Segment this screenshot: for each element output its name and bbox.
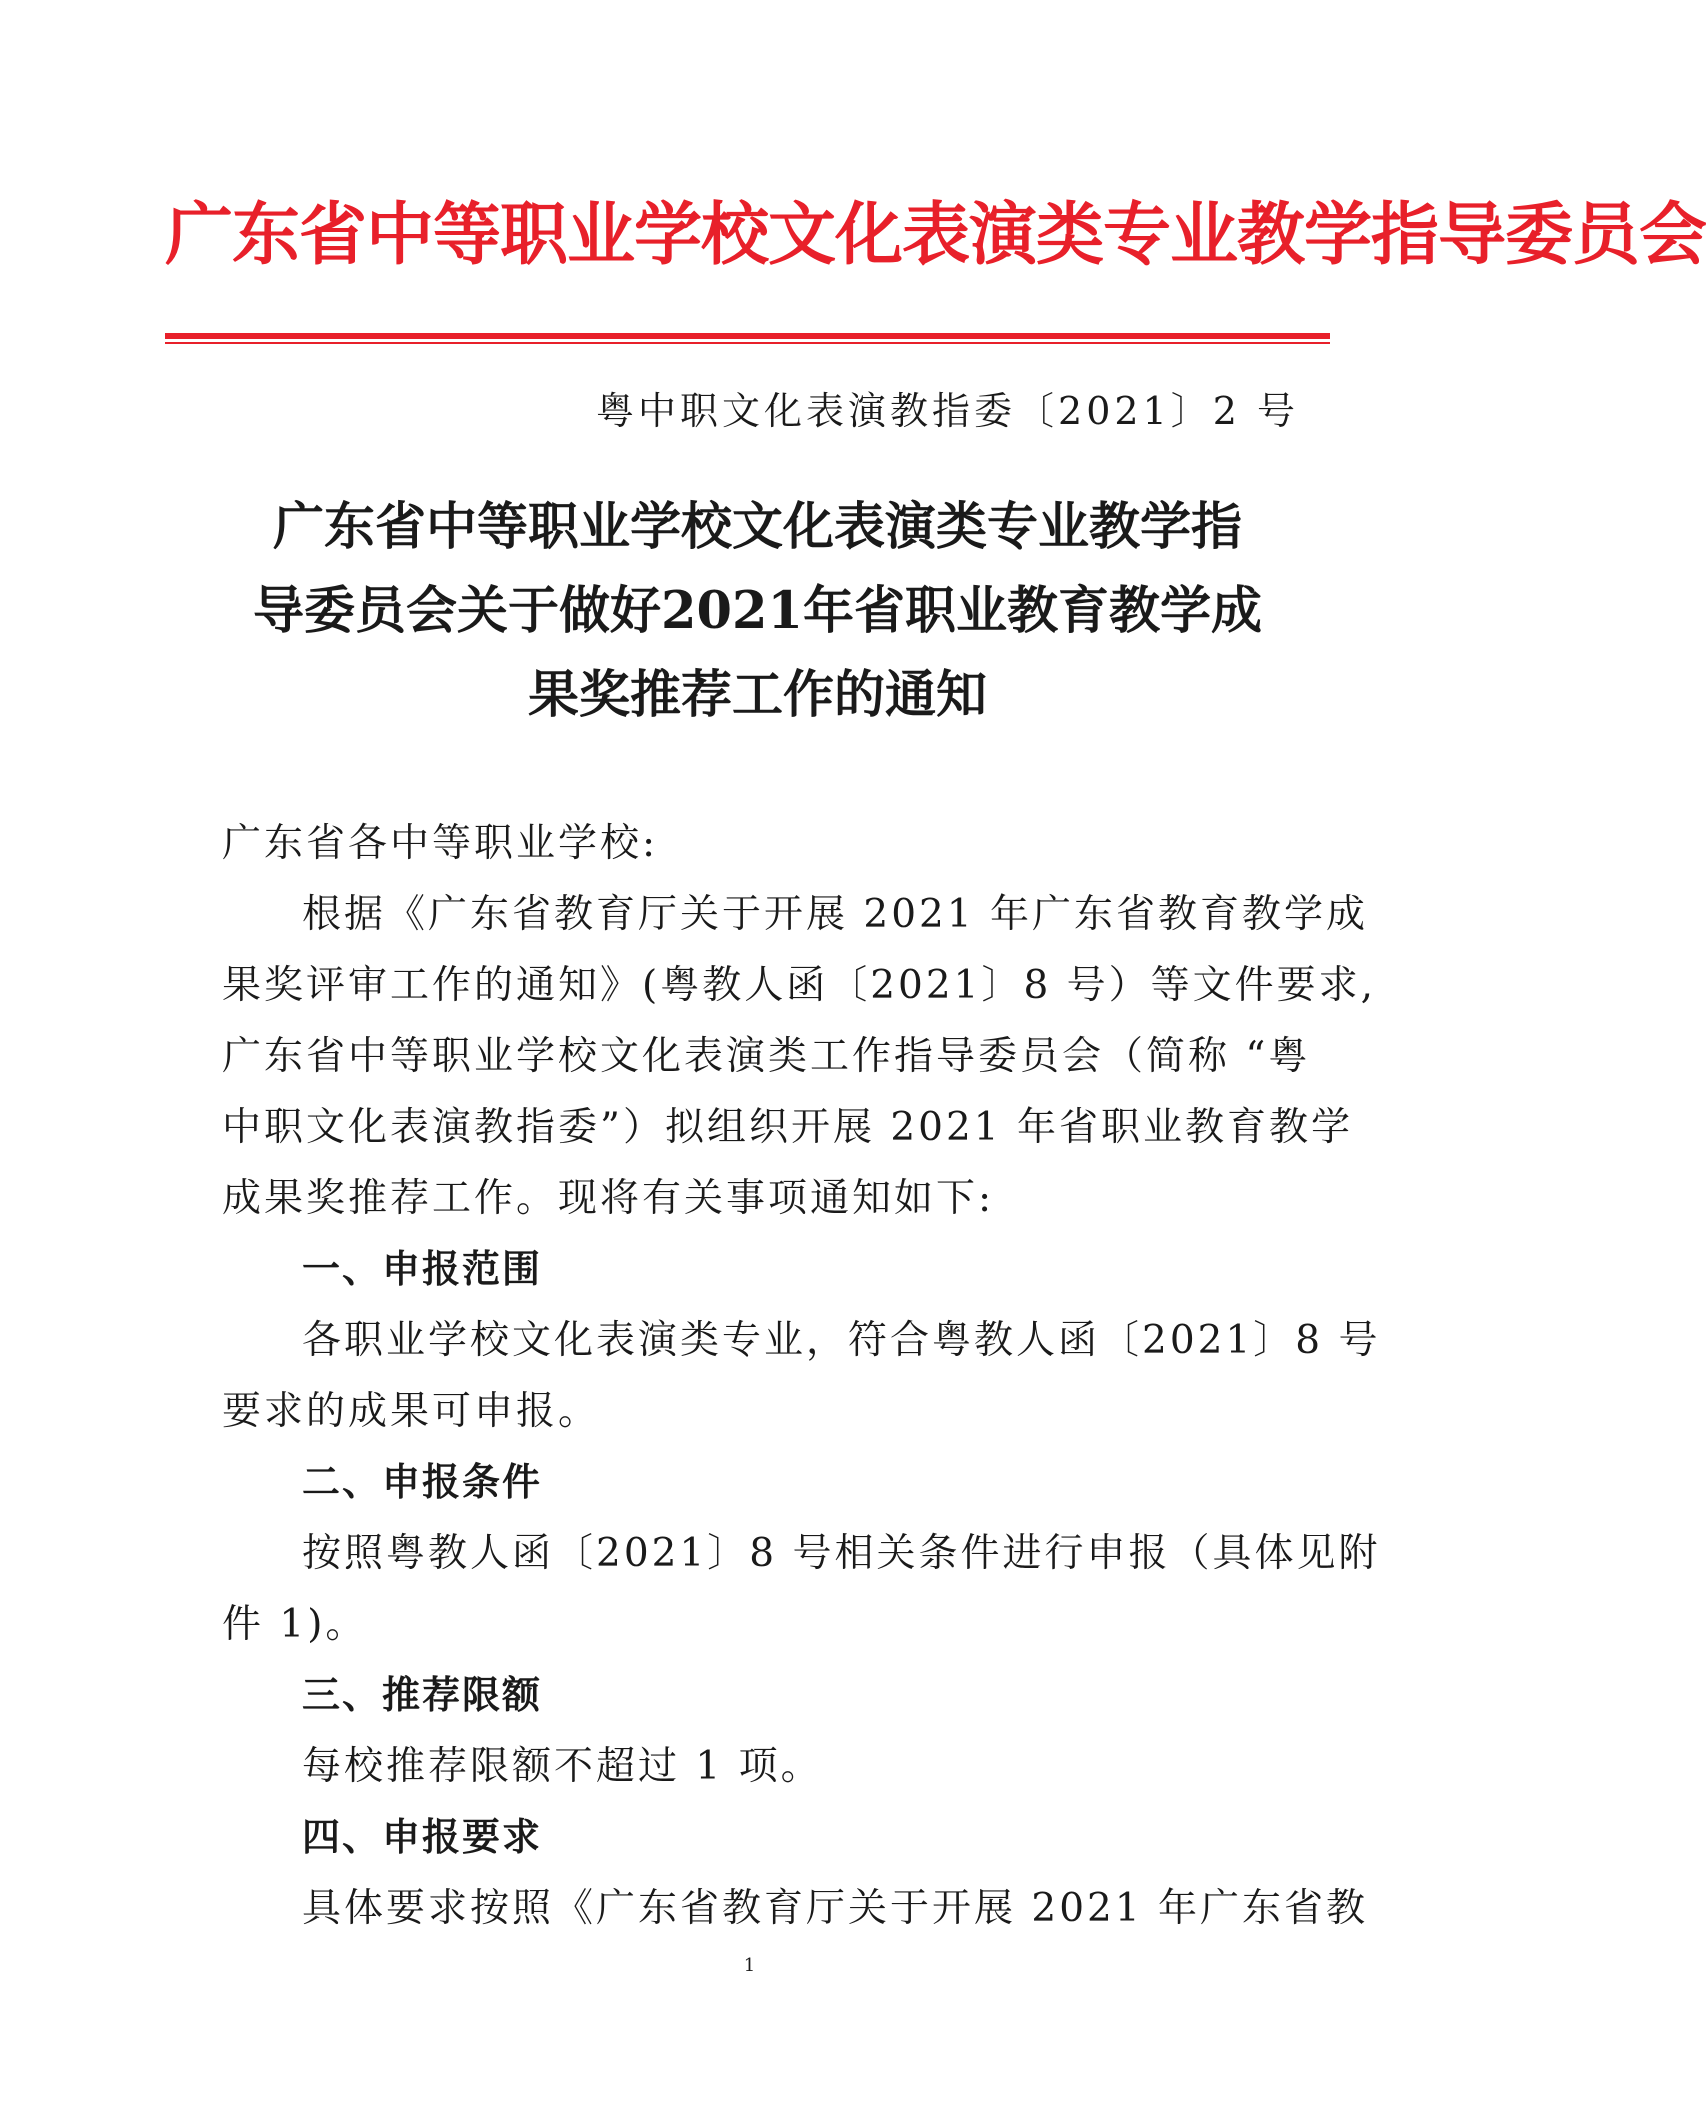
page-number: 1 xyxy=(743,1955,756,1976)
body-line: 中职文化表演教指委”）拟组织开展 2021 年省职业教育教学 xyxy=(222,1105,1353,1150)
red-divider-thin xyxy=(165,342,1330,344)
red-divider-thick xyxy=(165,333,1330,339)
body-line: 广东省中等职业学校文化表演类工作指导委员会（简称 “粤 xyxy=(222,1034,1311,1079)
document-title xyxy=(215,485,1300,737)
body-line: 具体要求按照《广东省教育厅关于开展 2021 年广东省教 xyxy=(302,1886,1369,1931)
section-heading: 四、申报要求 xyxy=(302,1815,543,1859)
body-line: 要求的成果可申报。 xyxy=(222,1389,601,1434)
title-line: 导委员会关于做好2021年省职业教育教学成 xyxy=(253,581,1262,641)
document-number: 粤中职文化表演教指委〔2021〕2 号 xyxy=(596,389,1299,433)
issuing-organization-header: 广东省中等职业学校文化表演类专业教学指导委员会 xyxy=(165,195,1706,275)
body-line: 按照粤教人函〔2021〕8 号相关条件进行申报（具体见附 xyxy=(302,1531,1381,1576)
salutation: 广东省各中等职业学校: xyxy=(222,821,659,866)
section-heading: 二、申报条件 xyxy=(302,1460,543,1504)
document-body xyxy=(222,808,1381,1944)
body-line: 件 1)。 xyxy=(222,1602,368,1647)
section-heading: 三、推荐限额 xyxy=(302,1673,543,1717)
body-line: 各职业学校文化表演类专业，符合粤教人函〔2021〕8 号 xyxy=(302,1318,1381,1363)
title-line: 广东省中等职业学校文化表演类专业教学指 xyxy=(272,497,1242,557)
title-line: 果奖推荐工作的通知 xyxy=(527,665,987,725)
body-line: 根据《广东省教育厅关于开展 2021 年广东省教育教学成 xyxy=(302,892,1369,937)
body-line: 每校推荐限额不超过 1 项。 xyxy=(302,1744,823,1789)
body-line: 果奖评审工作的通知》(粤教人函〔2021〕8 号）等文件要求, xyxy=(222,963,1377,1008)
body-line: 成果奖推荐工作。现将有关事项通知如下: xyxy=(222,1176,995,1221)
section-heading: 一、申报范围 xyxy=(302,1247,543,1291)
